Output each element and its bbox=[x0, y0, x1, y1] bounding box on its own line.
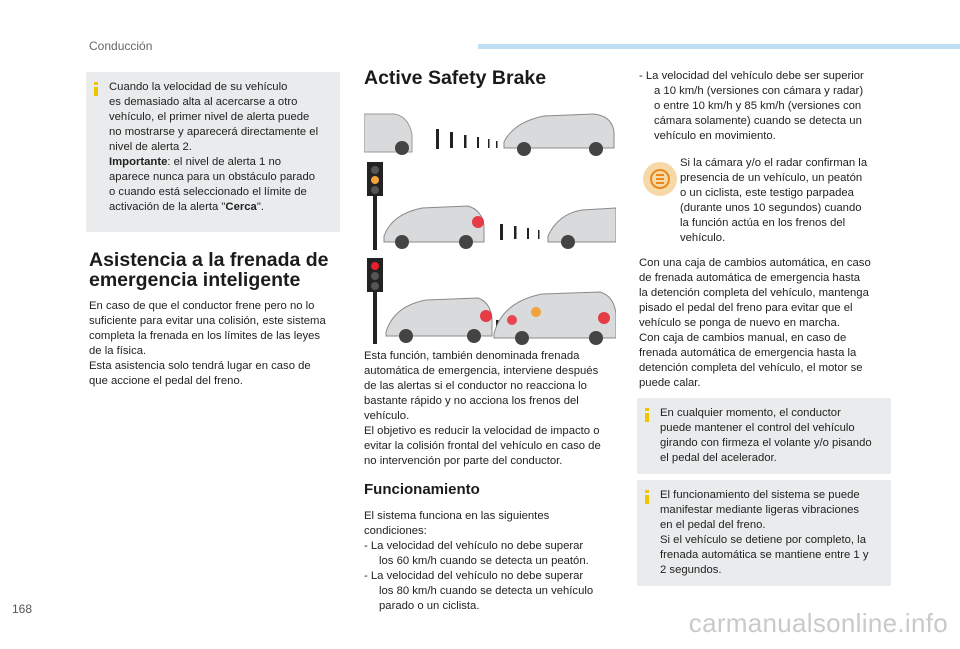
brake-warning-symbol bbox=[643, 162, 677, 196]
text-line: (durante unos 10 segundos) cuando bbox=[680, 202, 862, 214]
note-cerca-line bbox=[109, 200, 332, 215]
text-line: evitar la colisión frontal del vehículo en caso de bbox=[364, 440, 601, 452]
text-line: En caso de que el conductor frene pero no lo bbox=[89, 300, 315, 312]
note-line: frenada automática se mantiene entre 1 y bbox=[660, 549, 869, 561]
brake-light-2 bbox=[472, 216, 484, 228]
bullet-line: - La velocidad del vehículo no debe superar bbox=[364, 570, 584, 582]
text-line: bastante rápido y no acciona los frenos del bbox=[364, 395, 579, 407]
note-line: girando con firmeza el volante y/o pisando bbox=[660, 437, 872, 449]
cerca-label: Cerca bbox=[225, 201, 257, 213]
bullet-line: los 60 km/h cuando se detecta un peatón. bbox=[379, 555, 589, 567]
important-label: Importante bbox=[109, 156, 168, 168]
text-line: suficiente para evitar una colisión, este sistema bbox=[89, 315, 326, 327]
illustration-alert-1 bbox=[364, 104, 616, 164]
note-line: : el nivel de alerta 1 no bbox=[167, 156, 282, 168]
note-line: Cuando la velocidad de su vehículo bbox=[109, 81, 288, 93]
conditions-list bbox=[364, 509, 619, 614]
brake-light-3 bbox=[480, 310, 492, 322]
distance-bars-1 bbox=[436, 129, 498, 149]
funcionamiento-heading: Funcionamiento bbox=[364, 481, 480, 498]
note-line: En cualquier momento, el conductor bbox=[660, 407, 841, 419]
note-line: manifestar mediante ligeras vibraciones bbox=[660, 504, 860, 516]
note-line: vehículo, el primer nivel de alerta puede bbox=[109, 111, 310, 123]
text-line: frenada automática de emergencia hasta la bbox=[639, 347, 857, 359]
note-line: nivel de alerta 2. bbox=[109, 141, 192, 153]
note-line: activación de la alerta " bbox=[109, 201, 226, 213]
text-line: Con caja de cambios manual, en caso de bbox=[639, 332, 847, 344]
note-important-line bbox=[109, 155, 332, 170]
text-line: vehículo se ponga de nuevo en marcha. bbox=[639, 317, 840, 329]
text-line: Con una caja de cambios automática, en caso bbox=[639, 257, 871, 269]
info-icon bbox=[94, 82, 98, 96]
front-car-3 bbox=[494, 292, 616, 338]
bullet-line: cámara solamente) cuando se detecta un bbox=[654, 115, 862, 127]
note-box-control bbox=[637, 398, 891, 474]
alert-light-c bbox=[598, 312, 610, 324]
text-line: completa la frenada en los límites de las leyes bbox=[89, 330, 321, 342]
text-line: o un ciclista, este testigo parpadea bbox=[680, 187, 854, 199]
text-line: de la física. bbox=[89, 345, 147, 357]
watermark: carmanualsonline.info bbox=[688, 608, 948, 638]
bullet-line: vehículo en movimiento. bbox=[654, 130, 776, 142]
note-line: El funcionamiento del sistema se puede bbox=[660, 489, 860, 501]
note-line: o cuando está seleccionado el límite de bbox=[109, 186, 307, 198]
note-line: Si el vehículo se detiene por completo, la bbox=[660, 534, 866, 546]
bullet-line: parado o un ciclista. bbox=[379, 600, 480, 612]
illustration-alert-2 bbox=[382, 196, 616, 252]
text-line: vehículo. bbox=[680, 232, 726, 244]
text-line: que accione el pedal del freno. bbox=[89, 375, 243, 387]
gearbox-paragraph bbox=[639, 256, 894, 391]
text-line: Si la cámara y/o el radar confirman la bbox=[680, 157, 868, 169]
text-line: automática de emergencia, interviene después bbox=[364, 365, 599, 377]
text-line: la detención completa del vehículo, mantenga bbox=[639, 287, 869, 299]
text-line: Esta asistencia solo tendrá lugar en caso de bbox=[89, 360, 311, 372]
active-safety-brake-heading: Active Safety Brake bbox=[364, 67, 547, 89]
section-title: Conducción bbox=[89, 39, 153, 53]
note-line: aparece nunca para un obstáculo parado bbox=[109, 171, 316, 183]
text-line: El objetivo es reducir la velocidad de impacto o bbox=[364, 425, 600, 437]
bullet-line: los 80 km/h cuando se detecta un vehículo bbox=[379, 585, 594, 597]
brake-warning-icon bbox=[643, 162, 677, 196]
left-paragraph bbox=[89, 299, 344, 389]
illustration-alert-3 bbox=[382, 286, 616, 346]
bullet-line: - La velocidad del vehículo no debe superar bbox=[364, 540, 584, 552]
page-number: 168 bbox=[12, 602, 33, 616]
header-bar bbox=[478, 44, 960, 49]
text-line: de las alertas si el conductor no reacciona lo bbox=[364, 380, 587, 392]
text-line: de frenada automática de emergencia hasta bbox=[639, 272, 861, 284]
text-line: no intervención por parte del conductor. bbox=[364, 455, 563, 467]
note-line: el pedal del acelerador. bbox=[660, 452, 777, 464]
info-icon bbox=[645, 490, 649, 504]
text-line: vehículo. bbox=[364, 410, 410, 422]
heading-line: emergencia inteligente bbox=[89, 269, 301, 291]
distance-bars-2 bbox=[500, 224, 540, 240]
bullet-line: - La velocidad del vehículo debe ser superior bbox=[639, 70, 864, 82]
text-line: condiciones: bbox=[364, 525, 427, 537]
middle-description bbox=[364, 349, 619, 469]
note-box-alert bbox=[86, 72, 340, 232]
note-end: ". bbox=[256, 201, 264, 213]
note-line: en el pedal del freno. bbox=[660, 519, 766, 531]
bullet-line: o entre 10 km/h y 85 km/h (versiones con bbox=[654, 100, 862, 112]
info-icon bbox=[645, 408, 649, 422]
text-line: detención completa del vehículo, el motor se bbox=[639, 362, 863, 374]
note-line: 2 segundos. bbox=[660, 564, 722, 576]
note-line: puede mantener el control del vehículo bbox=[660, 422, 855, 434]
text-line: El sistema funciona en las siguientes bbox=[364, 510, 550, 522]
text-line: la función actúa en los frenos del bbox=[680, 217, 846, 229]
condition-bullet-3 bbox=[639, 69, 894, 144]
front-car-2 bbox=[548, 208, 616, 242]
bullet-line: a 10 km/h (versiones con cámara y radar) bbox=[654, 85, 864, 97]
alert-light-a bbox=[507, 315, 517, 325]
text-line: Esta función, también denominada frenada bbox=[364, 350, 580, 362]
alert-light-b bbox=[531, 307, 541, 317]
left-heading bbox=[89, 250, 329, 290]
heading-line: Asistencia a la frenada de bbox=[89, 249, 329, 271]
note-box-vibration bbox=[637, 480, 891, 586]
text-line: puede calar. bbox=[639, 377, 701, 389]
note-line: no mostrarse y aparecerá directamente el bbox=[109, 126, 319, 138]
text-line: pisado el pedal del freno para evitar que el bbox=[639, 302, 853, 314]
note-line: es demasiado alta al acercarse a otro bbox=[109, 96, 298, 108]
icon-description bbox=[680, 156, 895, 246]
text-line: presencia de un vehículo, un peatón bbox=[680, 172, 863, 184]
